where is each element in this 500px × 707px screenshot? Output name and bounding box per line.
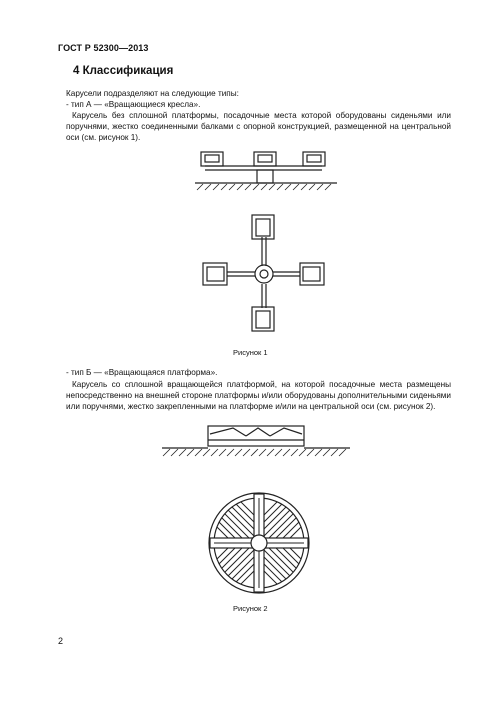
figure-2-caption: Рисунок 2 (233, 604, 268, 613)
type-a-description: Карусель без сплошной платформы, посадочные места которой оборудованы сиденьями или поручнями, жестко соединенными балками с опорной конструкцией, размещенной на центральной оси (см. рисунок 1). (66, 111, 451, 142)
section-title: 4 Классификация (73, 65, 174, 77)
type-b-label: - тип Б — «Вращающаяся платформа». (66, 368, 218, 377)
document-header: ГОСТ Р 52300—2013 (58, 43, 149, 53)
figure-1-caption: Рисунок 1 (233, 348, 268, 357)
type-a-label: - тип А — «Вращающиеся кресла». (66, 100, 201, 109)
intro-paragraph: Карусели подразделяют на следующие типы: (66, 89, 239, 98)
page-number: 2 (58, 636, 64, 646)
type-b-description: Карусель со сплошной вращающейся платформой, на которой посадочные места размещены непосредственно на внешней стороне платформы и/или оборудованы дополнительными сиденьями или поручнями, жестко закрепленными на платформе и/или на центральной оси (см. рисунок 2). (66, 380, 451, 411)
